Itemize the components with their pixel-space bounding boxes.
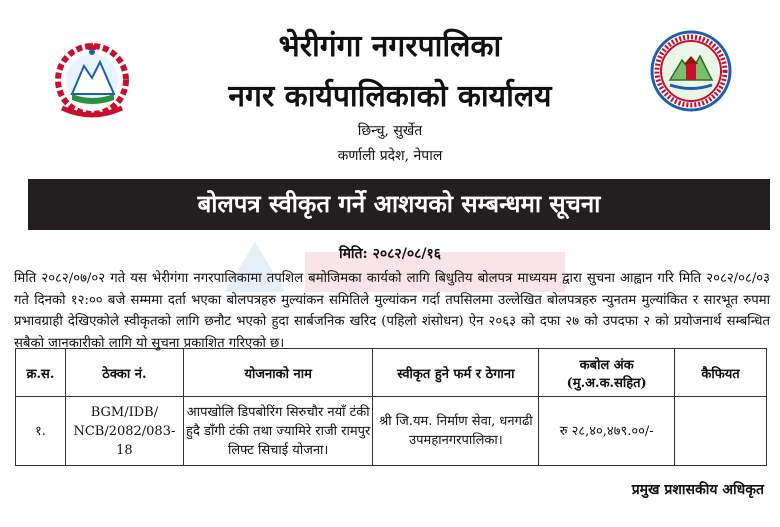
letterhead <box>0 0 780 178</box>
cell-firm <box>373 397 539 466</box>
table-row <box>16 397 767 466</box>
contract-line-2: NCB/2082/083- 18 <box>73 423 176 458</box>
header-sn: क्र.स. <box>16 349 66 397</box>
project-line-1: आपखोलि डिपबोरिंग सिरुचौर नयाँ टंकी <box>186 404 370 420</box>
header-bid-amount <box>539 349 675 397</box>
notice-paragraph: मिति २०८२/०७/०२ गते यस भेरीगंगा नगरपालिकामा तपशिल बमोजिमका कार्यको लागि बिधुतिय बोलपत्र माध्ययम द्वारा सुचना आह्वान गरि मिति २०८२/०८/०३ गते दिनको १२:०० बजे सम्ममा दर्ता भएका बोलपत्रहरु मुल्यांकन समितिले मुल्यांकन गर्दा तपसिलमा उल्लेखित बोलपत्रहरु न्युनतम मुल्यांकित र सारभूत रुपमा प्रभावग्राही देखिएकोले स्वीकृतको लागि छनौट भएको हुदा सार्बजनिक खरिद (पहिलो शंसोधन) ऐन २०६३ को दफा २७ को उपदफा २ को प्रयोजनार्थ सम्बन्धित सबैको जानकारीको लागि यो सुचना प्रकाशित गरिएको छ। <box>14 271 770 351</box>
cell-remarks <box>675 397 767 466</box>
header-bid-amount-label: कबोल अंक <box>579 357 634 373</box>
header-bid-amount-sub: (मु.अ.क.सहित) <box>566 375 647 391</box>
firm-line-1: श्री जि.यम. निर्माण सेवा, धनगढी <box>379 414 533 429</box>
contract-line-1: BGM/IDB/ <box>90 404 159 420</box>
project-line-2: हुदै डाँगी टंकी तथा ज्यामिरे राजी रामपुर <box>186 423 371 439</box>
header-firm: स्वीकृत हुने फर्म र ठेगाना <box>373 349 539 397</box>
award-table <box>15 348 767 466</box>
header-project-name: योजनाको नाम <box>183 349 373 397</box>
cell-project-name <box>183 397 373 466</box>
header-contract-no: ठेक्का नं. <box>65 349 183 397</box>
address-line-1: छिन्चु, सुर्खेत <box>357 123 423 139</box>
address-line-2: कर्णाली प्रदेश, नेपाल <box>337 148 443 164</box>
office-subtitle: नगर कार्यपालिकाको कार्यालय <box>228 79 552 114</box>
cell-bid-amount: रु २८,४०,४७९.००/- <box>539 397 675 466</box>
cell-contract-no <box>65 397 183 466</box>
firm-line-2: उपमहानगरपालिका। <box>409 433 503 448</box>
header-remarks: कैफियत <box>675 349 767 397</box>
municipality-seal-icon <box>650 30 732 112</box>
cell-sn: १. <box>16 397 66 466</box>
notice-date: मिति: २०८२/०८/१६ <box>338 246 442 262</box>
notice-title-banner: बोलपत्र स्वीकृत गर्ने आशयको सम्बन्धमा सूचना <box>28 179 770 230</box>
project-line-3: लिफ्ट सिचाई योजना। <box>228 442 329 458</box>
office-name: भेरीगंगा नगरपालिका <box>278 29 502 64</box>
table-header-row <box>16 349 767 397</box>
signatory-title: प्रमुख प्रशासकीय अधिकृत <box>631 482 764 498</box>
